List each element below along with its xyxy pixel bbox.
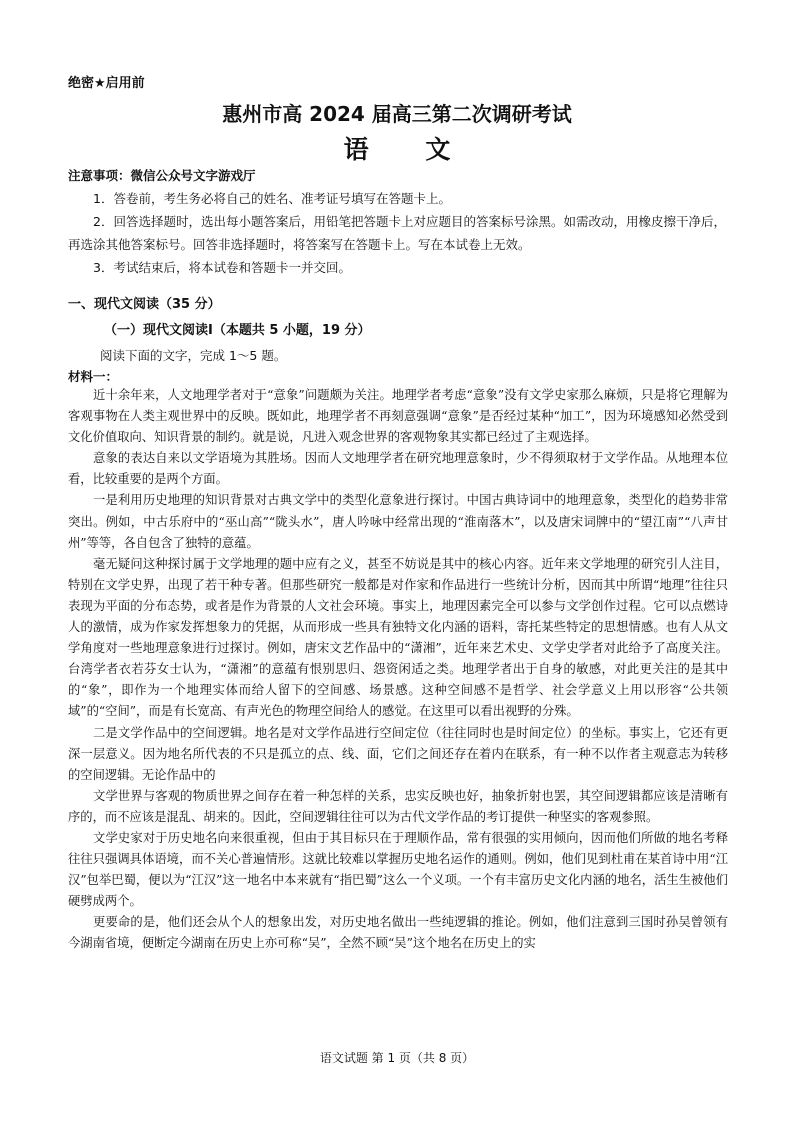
reading-passage bbox=[68, 385, 728, 955]
notes-item-3: 3．考试结束后，将本试卷和答题卡一并交回。 bbox=[93, 260, 351, 275]
section-title: 一、现代文阅读（35 分） bbox=[68, 297, 221, 312]
exam-notes bbox=[68, 164, 730, 279]
passage-paragraph-4: 毫无疑问这种探讨属于文学地理的题中应有之义，甚至不妨说是其中的核心内容。近年来文学地理的研究引人注目，特别在文学史界，出现了若干种专著。但那些研究一般都是对作家和作品进行一些统计分析，因而其中所谓“地理”往往只表现为平面的分布态势，或者是作为背景的人文社会环境。事实上，地理因素完全可以参与文学创作过程。它可以点燃诗人的激情，成为作家发挥想象力的凭据，从而形成一些具有独特文化内涵的语料，寄托某些特定的思想情感。也有人从文学角度对一些地理意象进行过探讨。例如，唐宋文艺作品中的“潇湘”，近年来艺术史、文学史学者对此给予了高度关注。台湾学者衣若芬女士认为，“潇湘”的意蕴有恨别思归、怨资闲适之类。地理学者出于自身的敏感，对此更关注的是其中的“象”，即作为一个地理实体而给人留下的空间感、场景感。这种空间感不是哲学、社会学意义上用以形容“公共领域”的“空间”，而是有长宽高、有声光色的物理空间给人的感觉。在这里可以看出视野的分殊。 bbox=[68, 556, 728, 719]
passage-paragraph-7: 文学史家对于历史地名向来很重视，但由于其目标只在于理顺作品，常有很强的实用倾向，因而他们所做的地名考释往往只强调具体语境，而不关心普遍情形。这就比较难以掌握历史地名运作的通则。例如，他们见到杜甫在某首诗中用“江汉”包举巴蜀，便以为“江汉”这一地名中本来就有“指巴蜀”这么一个义项。一个有丰富历史文化内涵的地名，活生生被他们硬劈成两个。 bbox=[68, 830, 728, 909]
passage-paragraph-6: 文学世界与客观的物质世界之间存在着一种怎样的关系，忠实反映也好，抽象折射也罢，其空间逻辑都应该是清晰有序的，而不应该是混乱、胡来的。因此，空间逻辑往往可以为古代文学作品的考订提供一种坚实的客观参照。 bbox=[68, 788, 728, 824]
passage-paragraph-1: 近十余年来，人文地理学者对于“意象”问题颇为关注。地理学者考虑“意象”没有文学史家那么麻烦，只是将它理解为客观事物在人类主观世界中的反映。既如此，地理学者不再刻意强调“意象”是否经过某种“加工”，因为环境感知必然受到文化价值取向、知识背景的制约。就是说，凡进入观念世界的客观物象其实都已经过了主观选择。 bbox=[68, 388, 728, 445]
subject-title: 语 文 bbox=[343, 135, 475, 164]
confidential-label: 绝密★启用前 bbox=[68, 76, 145, 91]
passage-paragraph-3: 一是利用历史地理的知识背景对古典文学中的类型化意象进行探讨。中国古典诗词中的地理意象，类型化的趋势非常突出。例如，中古乐府中的“巫山高”“陇头水”，唐人吟咏中经常出现的“淮南落木”，以及唐宋词牌中的“望江南”“八声甘州”等等，各自包含了独特的意蕴。 bbox=[68, 493, 728, 550]
page-footer: 语文试题 第 1 页（共 8 页） bbox=[319, 1051, 475, 1065]
exam-title: 惠州市高 2024 届高三第二次调研考试 bbox=[222, 102, 572, 126]
notes-heading: 注意事项：微信公众号文字游戏厅 bbox=[68, 168, 256, 183]
notes-item-1: 1．答卷前，考生务必将自己的姓名、准考证号填写在答题卡上。 bbox=[93, 191, 451, 206]
reading-instruction: 阅读下面的文字，完成 1～5 题。 bbox=[100, 348, 287, 363]
subsection-title: （一）现代文阅读Ⅰ（本题共 5 小题，19 分） bbox=[104, 323, 371, 338]
passage-paragraph-5: 二是文学作品中的空间逻辑。地名是对文学作品进行空间定位（往往同时也是时间定位）的坐标。事实上，它还有更深一层意义。因为地名所代表的不只是孤立的点、线、面，它们之间还存在着内在联系，有一种不以作者主观意志为转移的空间逻辑。无论作品中的 bbox=[68, 725, 728, 782]
passage-paragraph-2: 意象的表达自来以文学语境为其胜场。因而人文地理学者在研究地理意象时，少不得须取材于文学作品。从地理本位看，比较重要的是两个方面。 bbox=[68, 451, 728, 487]
passage-paragraph-8: 更要命的是，他们还会从个人的想象出发，对历史地名做出一些纯逻辑的推论。例如，他们注意到三国时孙吴曾领有今湖南省境，便断定今湖南在历史上亦可称“吴”，全然不顾“吴”这个地名在历史上的实 bbox=[68, 915, 728, 951]
notes-item-2: 2．回答选择题时，选出每小题答案后，用铅笔把答题卡上对应题目的答案标号涂黑。如需改动，用橡皮擦干净后，再选涂其他答案标号。回答非选择题时，将答案写在答题卡上。写在本试卷上无效。 bbox=[68, 214, 726, 252]
material-label: 材料一： bbox=[68, 369, 119, 384]
